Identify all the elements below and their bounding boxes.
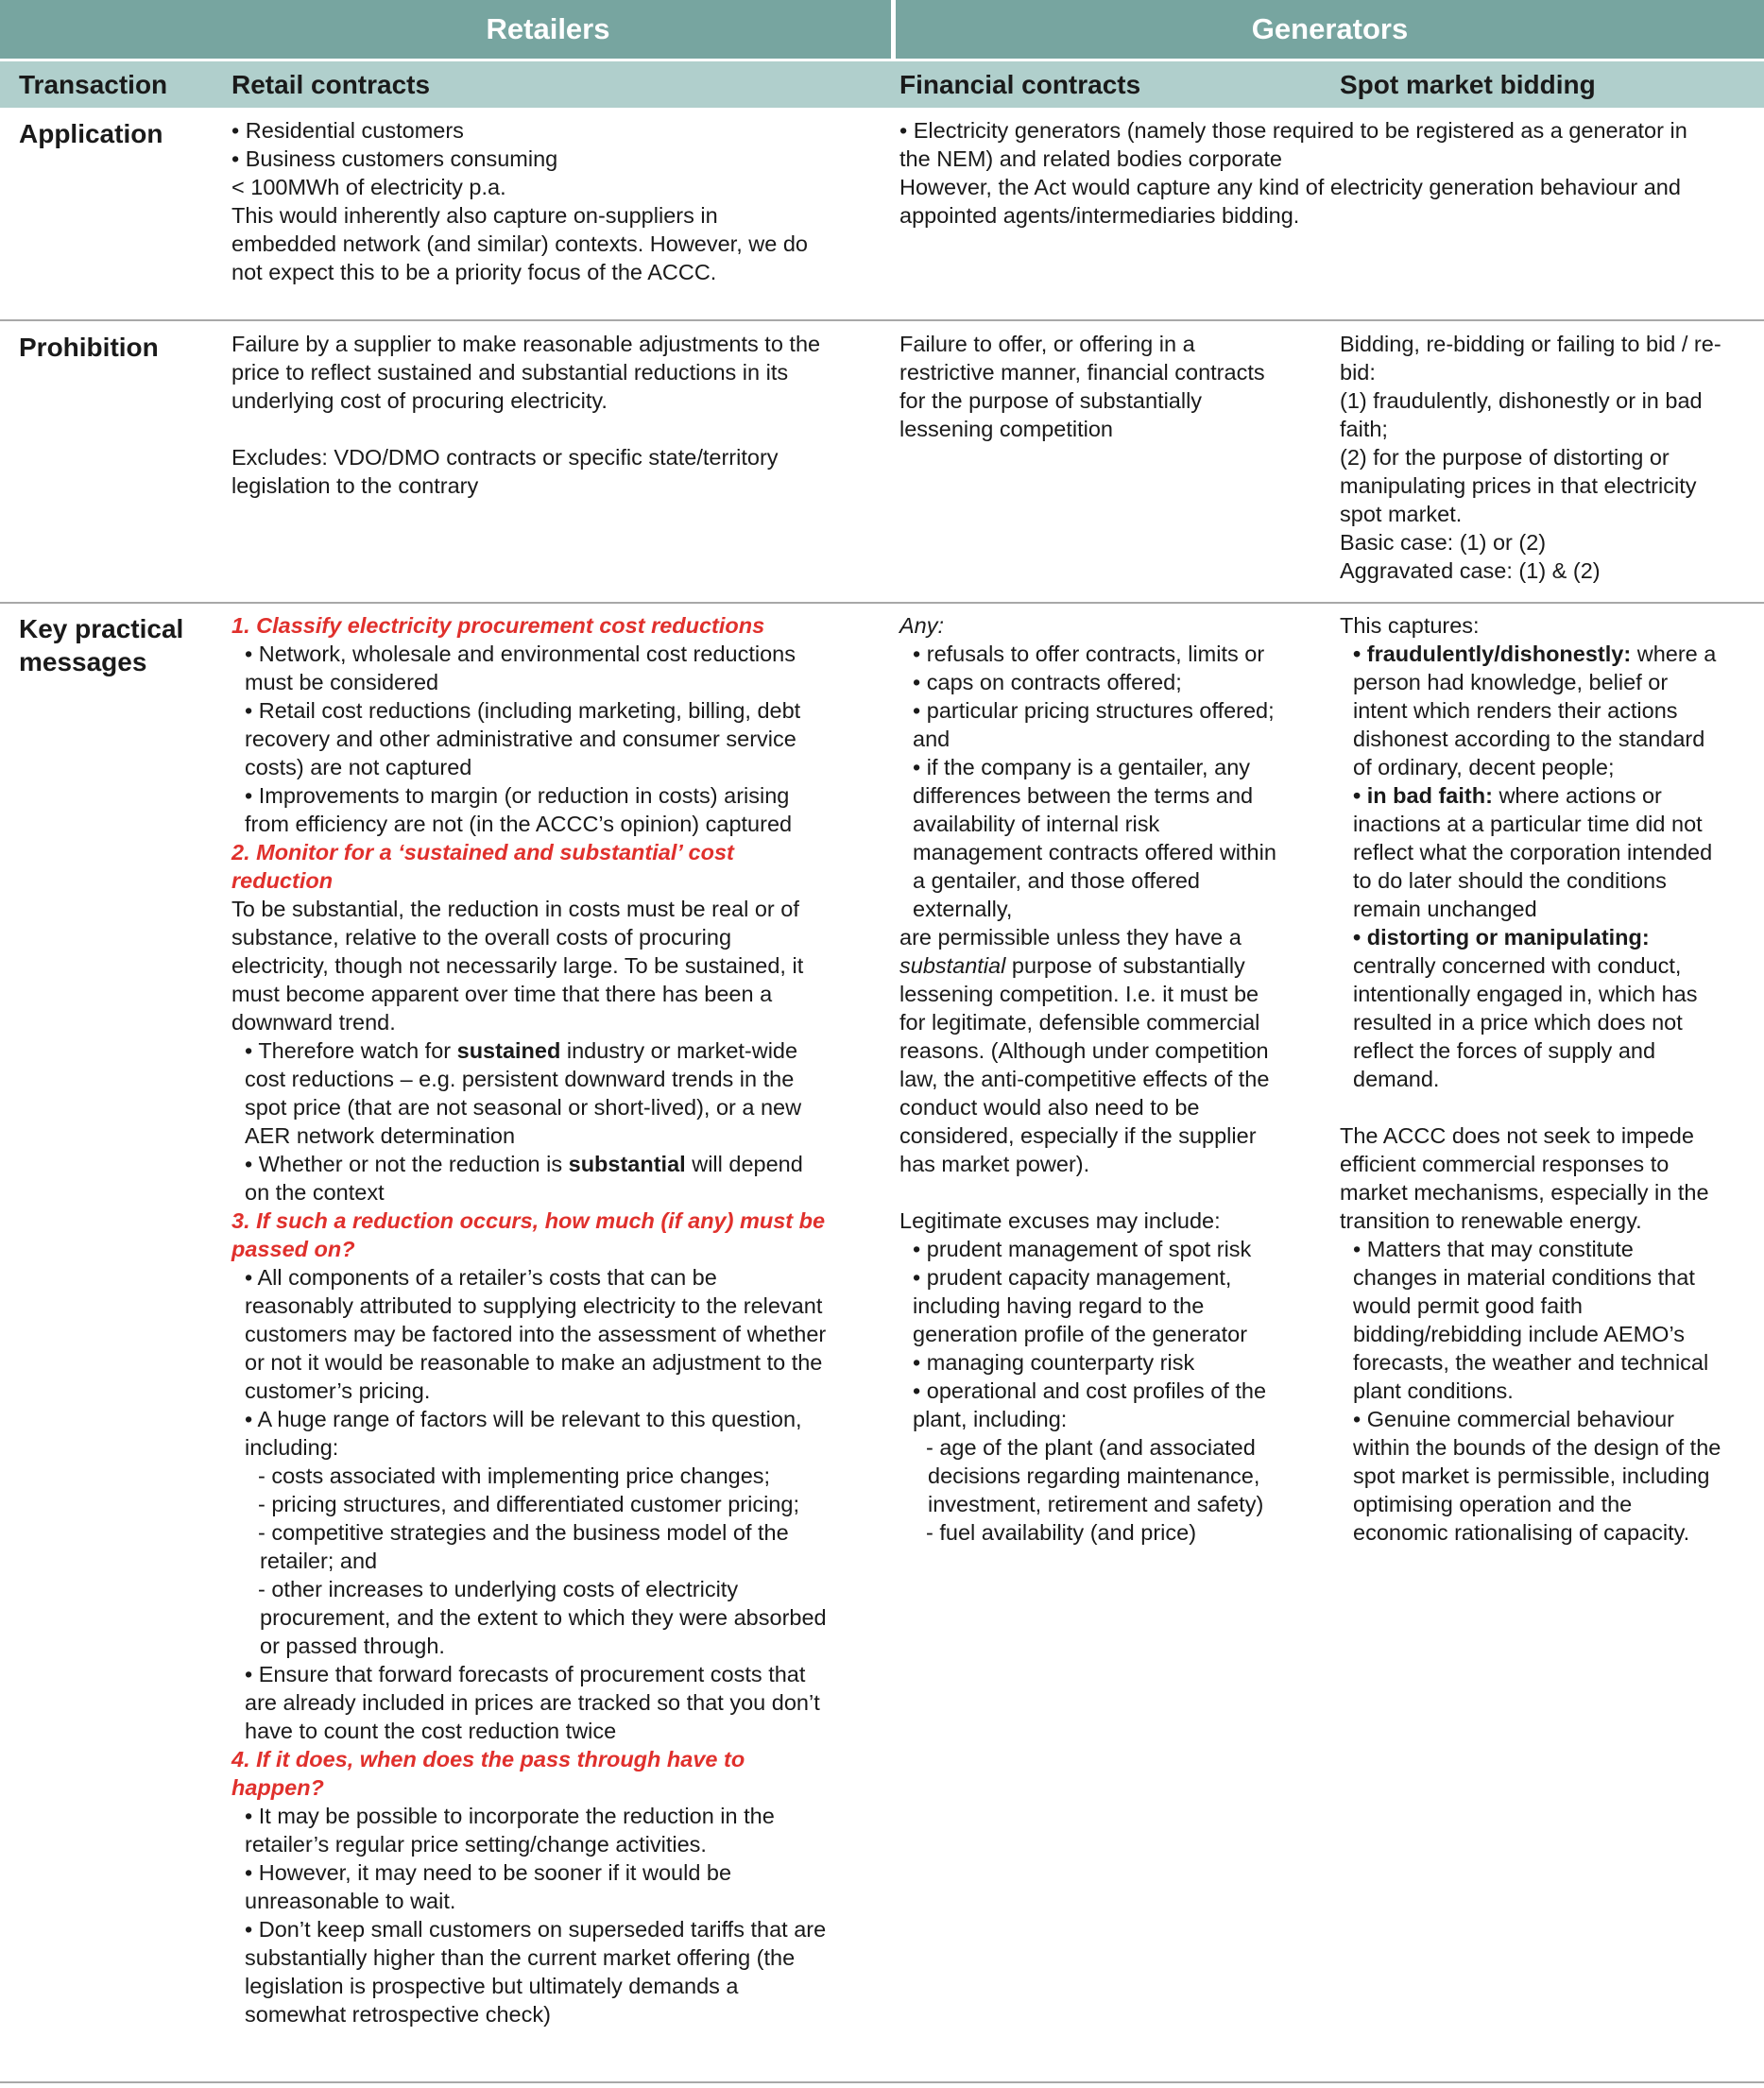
prohibition-retail-cell [231,330,820,500]
text-line: for legitimate, defensible commercial [899,1010,1260,1035]
text-line: This would inherently also capture on-suppliers in [231,203,718,228]
text-line: manipulating prices in that electricity [1340,473,1697,498]
column-header-spot-market-bidding: Spot market bidding [1340,70,1596,99]
section-heading: 1. Classify electricity procurement cost reductions [231,613,765,638]
text-line: including having regard to the [913,1293,1205,1318]
text-line: - fuel availability (and price) [926,1520,1197,1545]
text-line: intentionally engaged in, which has [1353,982,1698,1006]
prohibition-financial-cell [899,330,1265,443]
text-line: on the context [245,1180,385,1205]
text-run: industry or market-wide [560,1038,798,1063]
text-line: appointed agents/intermediaries bidding. [899,203,1300,228]
text-line: and [913,727,951,751]
text-line: Aggravated case: (1) & (2) [1340,558,1601,583]
text-run: where a [1631,642,1717,666]
text-line: have to count the cost reduction twice [245,1719,617,1743]
text-line: To be substantial, the reduction in costs must be real or of [231,897,799,921]
text-line: resulted in a price which does not [1353,1010,1683,1035]
column-header-band [0,59,1764,108]
text-line: - competitive strategies and the business model of the [258,1520,789,1545]
text-line: • if the company is a gentailer, any [913,755,1251,779]
text-line: • Retail cost reductions (including marketing, billing, debt [245,698,801,723]
text-line: restrictive manner, financial contracts [899,360,1265,385]
text-line: customers may be factored into the assessment of whether [245,1322,827,1346]
text-line: However, the Act would capture any kind of electricity generation behaviour and [899,175,1681,199]
text-line: remain unchanged [1353,897,1537,921]
text-line: electricity, though not necessarily large. To be sustained, it [231,953,804,978]
text-line: not expect this to be a priority focus of the ACCC. [231,260,717,284]
text-line: plant, including: [913,1407,1068,1431]
text-line: • Electricity generators (namely those required to be registered as a generator in [899,118,1687,143]
text-line: faith; [1340,417,1388,441]
text-line: from efficiency are not (in the ACCC’s opinion) captured [245,812,793,836]
text-line: inactions at a particular time did not [1353,812,1703,836]
text-line: • Improvements to margin (or reduction in costs) arising [245,783,790,808]
text-line: including: [245,1435,339,1460]
text-line: person had knowledge, belief or [1353,670,1669,694]
text-line: • managing counterparty risk [913,1350,1195,1375]
text-run: • Therefore watch for [245,1038,457,1063]
text-line: economic rationalising of capacity. [1353,1520,1690,1545]
text-line: recovery and other administrative and consumer service [245,727,796,751]
text-line: - other increases to underlying costs of electricity [258,1577,739,1601]
text-line: market mechanisms, especially in the [1340,1180,1709,1205]
text-line: are permissible unless they have a [899,925,1242,950]
emphasis-text: • fraudulently/dishonestly: [1353,642,1632,666]
text-line: • particular pricing structures offered; [913,698,1275,723]
spacer [899,1178,1276,1207]
text-run: • Whether or not the reduction is [245,1152,569,1176]
text-line: • Don’t keep small customers on superseded tariffs that are [245,1917,827,1942]
text-line: reflect the forces of supply and [1353,1038,1656,1063]
text-line: for the purpose of substantially [899,388,1203,413]
text-line: • caps on contracts offered; [913,670,1182,694]
text-line: reasonably attributed to supplying electricity to the relevant [245,1293,823,1318]
spacer [1340,1093,1721,1121]
section-heading: 2. Monitor for a ‘sustained and substantial’ cost [231,840,734,864]
text-line: centrally concerned with conduct, [1353,953,1682,978]
section-heading: happen? [231,1775,324,1800]
text-line: law, the anti-competitive effects of the [899,1067,1270,1091]
key-spot-cell [1340,611,1721,1547]
text-line: bid: [1340,360,1376,385]
text-line: • All components of a retailer’s costs that can be [245,1265,717,1290]
text-line: would permit good faith [1353,1293,1583,1318]
text-line: price to reflect sustained and substantial reductions in its [231,360,789,385]
text-line: Any: [899,613,945,638]
text-line: availability of internal risk [913,812,1160,836]
table-bottom-border [0,2081,1764,2083]
text-line: downward trend. [231,1010,396,1035]
text-line: reasons. (Although under competition [899,1038,1269,1063]
text-line: considered, especially if the supplier [899,1123,1257,1148]
spacer [231,415,820,443]
text-line: substance, relative to the overall costs of procuring [231,925,732,950]
application-generators-cell [899,116,1687,230]
emphasis-text: substantial [568,1152,686,1176]
text-line: • Network, wholesale and environmental cost reductions [245,642,796,666]
row-label-key-practical-messages [19,612,183,678]
text-line: embedded network (and similar) contexts. However, we do [231,231,808,256]
text-line: • It may be possible to incorporate the reduction in the [245,1804,775,1828]
text-line: Key practical [19,614,184,643]
section-heading: 3. If such a reduction occurs, how much (if any) must be [231,1208,826,1233]
text-line [899,951,1276,980]
text-line: substantially higher than the current market offering (the [245,1945,796,1970]
text-line: cost reductions – e.g. persistent downward trends in the [245,1067,795,1091]
text-line: management contracts offered within [913,840,1276,864]
emphasis-text: sustained [456,1038,561,1063]
text-line: The ACCC does not seek to impede [1340,1123,1694,1148]
text-line: to do later should the conditions [1353,868,1667,893]
text-line: customer’s pricing. [245,1378,431,1403]
text-line: retailer’s regular price setting/change activities. [245,1832,707,1857]
text-line: • refusals to offer contracts, limits or [913,642,1265,666]
text-line: • A huge range of factors will be relevant to this question, [245,1407,802,1431]
text-line [1340,640,1721,668]
text-line: • prudent management of spot risk [913,1237,1252,1261]
text-line: retailer; and [260,1549,378,1573]
text-line: • distorting or manipulating: [1353,925,1650,950]
text-line: forecasts, the weather and technical [1353,1350,1709,1375]
text-line: • Residential customers [231,118,464,143]
text-line: bidding/rebidding include AEMO’s [1353,1322,1685,1346]
text-line: • Matters that may constitute [1353,1237,1634,1261]
text-line: somewhat retrospective check) [245,2002,551,2027]
text-line: • Business customers consuming [231,146,558,171]
text-line: lessening competition. I.e. it must be [899,982,1259,1006]
text-line: lessening competition [899,417,1113,441]
emphasis-text: • in bad faith: [1353,783,1493,808]
text-line: • Genuine commercial behaviour [1353,1407,1675,1431]
text-line [231,1036,827,1065]
text-run: will depend [685,1152,803,1176]
text-line: Failure to offer, or offering in a [899,332,1195,356]
text-line: the NEM) and related bodies corporate [899,146,1282,171]
text-line: of ordinary, decent people; [1353,755,1615,779]
text-run: purpose of substantially [1005,953,1245,978]
text-line: transition to renewable energy. [1340,1208,1642,1233]
text-line: investment, retirement and safety) [928,1492,1264,1516]
text-line: • operational and cost profiles of the [913,1378,1267,1403]
row-divider [0,319,1764,321]
application-retail-cell [231,116,808,286]
text-line: underlying cost of procuring electricity. [231,388,608,413]
section-heading: 4. If it does, when does the pass through have to [231,1747,745,1771]
text-run: where actions or [1492,783,1662,808]
text-line: externally, [913,897,1013,921]
text-line: a gentailer, and those offered [913,868,1200,893]
text-line: Basic case: (1) or (2) [1340,530,1547,555]
column-header-financial-contracts: Financial contracts [899,70,1141,99]
text-line: - pricing structures, and differentiated customer pricing; [258,1492,799,1516]
column-header-retail-contracts: Retail contracts [231,70,431,99]
text-line: (2) for the purpose of distorting or [1340,445,1670,470]
text-line: procurement, and the extent to which they were absorbed [260,1605,827,1630]
text-line: plant conditions. [1353,1378,1514,1403]
text-line: Bidding, re-bidding or failing to bid / re- [1340,332,1721,356]
row-label-prohibition: Prohibition [19,333,159,362]
text-line: < 100MWh of electricity p.a. [231,175,506,199]
text-line: efficient commercial responses to [1340,1152,1670,1176]
text-line: optimising operation and the [1353,1492,1633,1516]
text-line: spot price (that are not seasonal or short-lived), or a new [245,1095,802,1120]
prohibition-spot-cell [1340,330,1721,585]
text-line: • However, it may need to be sooner if it would be [245,1860,732,1885]
text-line: or passed through. [260,1634,445,1658]
text-line: costs) are not captured [245,755,472,779]
key-financial-cell [899,611,1276,1547]
text-line: Failure by a supplier to make reasonable adjustments to the [231,332,821,356]
text-line: within the bounds of the design of the [1353,1435,1721,1460]
text-line: AER network determination [245,1123,516,1148]
text-line: legislation to the contrary [231,473,479,498]
text-line: dishonest according to the standard [1353,727,1705,751]
section-heading: reduction [231,868,334,893]
text-line: reflect what the corporation intended [1353,840,1713,864]
text-line: must become apparent over time that there has been a [231,982,773,1006]
group-header-generators: Generators [1251,12,1409,45]
row-label-application: Application [19,119,163,148]
text-line: intent which renders their actions [1353,698,1678,723]
group-header-retailers: Retailers [486,12,610,45]
text-line: decisions regarding maintenance, [928,1463,1260,1488]
text-line [231,1150,827,1178]
text-line: has market power). [899,1152,1090,1176]
text-line: • prudent capacity management, [913,1265,1232,1290]
text-line: (1) fraudulently, dishonestly or in bad [1340,388,1703,413]
column-header-transaction: Transaction [19,70,168,99]
text-line: or not it would be reasonable to make an adjustment to the [245,1350,823,1375]
text-line: are already included in prices are tracked so that you don’t [245,1690,820,1715]
text-line: conduct would also need to be [899,1095,1200,1120]
text-line: spot market is permissible, including [1353,1463,1710,1488]
text-line: • Ensure that forward forecasts of procurement costs that [245,1662,806,1686]
text-line: unreasonable to wait. [245,1889,456,1913]
text-line: Excludes: VDO/DMO contracts or specific state/territory [231,445,779,470]
text-line: spot market. [1340,502,1463,526]
group-header-band [0,0,1764,59]
text-line: Legitimate excuses may include: [899,1208,1221,1233]
text-line: messages [19,647,147,676]
emphasis-text: substantial [899,953,1006,978]
row-divider [0,602,1764,604]
text-line: This captures: [1340,613,1480,638]
text-line: differences between the terms and [913,783,1254,808]
section-heading: passed on? [231,1237,355,1261]
text-line: - costs associated with implementing price changes; [258,1463,771,1488]
text-line [1340,781,1721,810]
text-line: demand. [1353,1067,1440,1091]
text-line: legislation is prospective but ultimately demands a [245,1974,739,1998]
text-line: generation profile of the generator [913,1322,1248,1346]
text-line: changes in material conditions that [1353,1265,1695,1290]
key-retail-cell [231,611,827,2028]
text-line: must be considered [245,670,439,694]
text-line: - age of the plant (and associated [926,1435,1256,1460]
